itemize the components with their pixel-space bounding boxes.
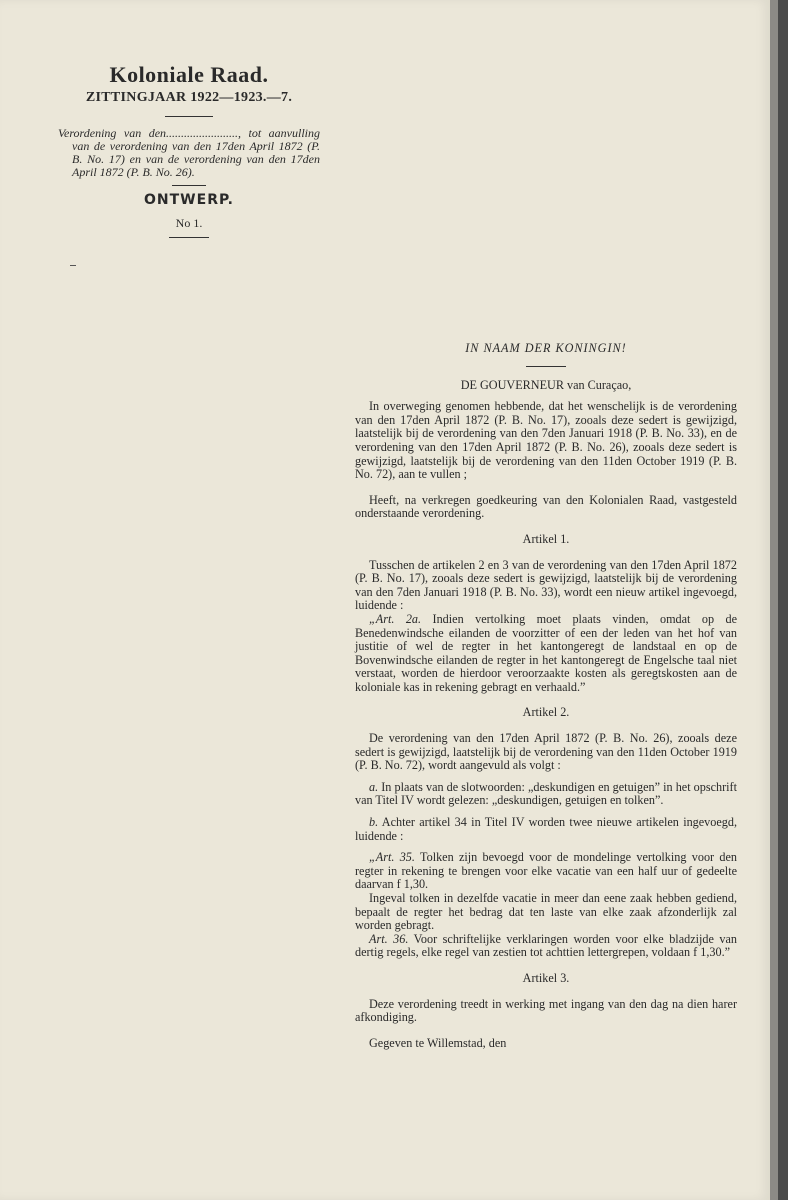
closing-line: Gegeven te Willemstad, den xyxy=(369,1035,507,1050)
margin-mark xyxy=(70,265,76,266)
article-35-text: „Art. 35. Tolken zijn bevoegd voor de mondelinge vertolking voor den regter in rekening te brengen voor elke vacatie van een half uur of gedeelte daarvan f 1,30. xyxy=(355,850,737,892)
article-3-text: Deze verordening treedt in werking met ingang van den dag na dien harer afkondiging. xyxy=(355,996,737,1025)
header-block xyxy=(58,62,320,238)
ordinance-body xyxy=(355,342,737,1050)
article-1-heading: Artikel 1. xyxy=(522,531,570,546)
draft-label: ONTWERP. xyxy=(144,192,234,208)
council-title: Koloniale Raad. xyxy=(109,62,269,87)
item-b: b. Achter artikel 34 in Titel IV worden twee nieuwe artikelen ingevoegd, luidende : xyxy=(355,815,738,843)
invocation: IN NAAM DER KONINGIN! xyxy=(465,341,627,355)
article-2-text: De verordening van den 17den April 1872 (P. B. No. 26), zooals deze sedert is gewijzigd, laatstelijk bij de verordening van den 11den October 1919 (P. B. No. 72), wordt aangevuld als volgt : xyxy=(355,731,737,773)
ordinance-description: Verordening van den........................, tot aanvulling van de verordening van den 17den April 1872 (P. B. No. 17) en van de verordening van den 17den April 1872 (P. B. No. 26). xyxy=(58,126,320,179)
draft-number: No 1. xyxy=(175,216,203,230)
preamble: In overweging genomen hebbende, dat het wenschelijk is de verordening van den 17den April 1872 (P. B. No. 17), zooals deze sedert is gewijzigd, laatstelijk bij de verordening van den 7den Januari 1918 (P. B. No. 33), en de verordening van den 17den April 1872 (P. B. No. 26), zooals deze sedert is gewijzigd, laatstelijk bij de verordening van den 11den October 1919 (P. B. No. 72), aan te vullen ; xyxy=(355,399,737,482)
divider xyxy=(169,237,209,238)
governor-line: DE GOUVERNEUR van Curaçao, xyxy=(460,377,632,392)
article-3-heading: Artikel 3. xyxy=(522,970,570,985)
approval: Heeft, na verkregen goedkeuring van den Kolonialen Raad, vastgesteld onderstaande verordening. xyxy=(355,492,737,521)
article-2-heading: Artikel 2. xyxy=(522,705,570,720)
session-year: ZITTINGJAAR 1922—1923.—7. xyxy=(85,90,293,105)
divider xyxy=(172,185,206,186)
article-2a-text: „Art. 2a. Indien vertolking moet plaats vinden, omdat op de Benedenwindsche eilanden de voorzitter of een der leden van het hof van justitie of wel de regter in het kantongeregt de landstaal en op de Bovenwindsche eilanden de regter in het kantongeregt de Engelsche taal niet verstaat, worden de hierdoor veroorzaakte kosten als geregtskosten aan de koloniale kas in rekening gebragt en verhaald.” xyxy=(355,611,738,694)
article-1-text: Tusschen de artikelen 2 en 3 van de verordening van den 17den April 1872 (P. B. No. 17), zooals deze sedert is gewijzigd, laatstelijk bij de verordening van den 7den Januari 1918 (P. B. No. 33), wordt een nieuw artikel ingevoegd, luidende : xyxy=(355,557,737,613)
divider xyxy=(165,116,213,117)
article-2a-label: „Art. 2a. xyxy=(369,611,422,626)
article-36-text: Art. 36. Voor schriftelijke verklaringen worden voor elke bladzijde van dertig regels, elke regel van zestien tot achttien lettergrepen, voldaan f 1,30.” xyxy=(355,931,737,960)
page-edge-shadow xyxy=(778,0,788,1200)
article-35-text-2: Ingeval tolken in dezelfde vacatie in meer dan eene zaak hebben gediend, bepaalt de regter het bedrag dat ten laste van elke zaak afzonderlijk zal worden gebragt. xyxy=(355,891,737,933)
divider xyxy=(526,366,566,367)
item-a: a. In plaats van de slotwoorden: „deskundigen en getuigen” in het opschrift van Titel IV wordt gelezen: „deskundigen, getuigen en tolken”. xyxy=(355,779,738,808)
